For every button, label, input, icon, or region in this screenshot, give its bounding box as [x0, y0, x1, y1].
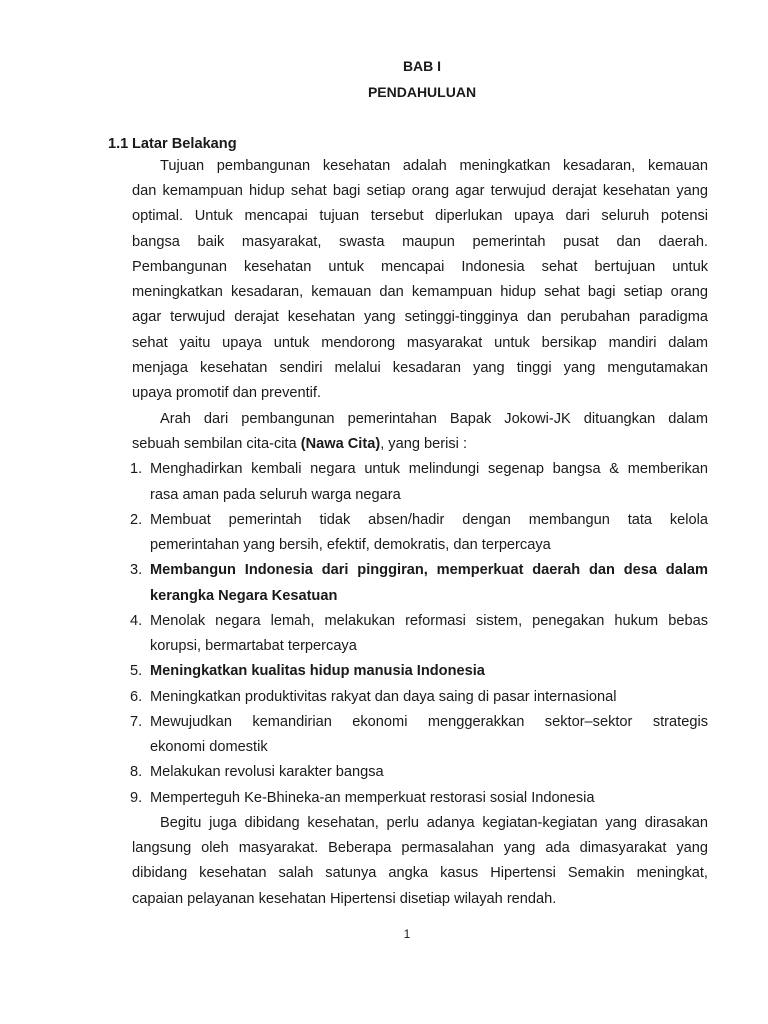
chapter-title: PENDAHULUAN — [367, 84, 477, 100]
list-item-line: kerangka Negara Kesatuan — [150, 588, 338, 604]
para1-line: Tujuan pembangunan kesehatan adalah meningkatkan kesadaran, kemauan — [160, 158, 708, 174]
para1-line: dan kemampuan hidup sehat bagi setiap orang agar terwujud derajat kesehatan yang — [132, 183, 708, 199]
list-item-line: Mewujudkan kemandirian ekonomi menggerakkan sektor–sektor strategis — [150, 714, 708, 730]
list-number: 2. — [130, 512, 143, 528]
para2-text: , yang berisi : — [380, 436, 467, 452]
list-number: 3. — [130, 562, 143, 578]
list-item-line: Melakukan revolusi karakter bangsa — [150, 764, 384, 780]
list-item-line: Menolak negara lemah, melakukan reformasi sistem, penegakan hukum bebas — [150, 613, 708, 629]
para2-text: sebuah sembilan cita-cita — [132, 436, 301, 452]
section-number: 1.1 — [108, 136, 129, 152]
para3-line: Begitu juga dibidang kesehatan, perlu adanya kegiatan-kegiatan yang dirasakan — [160, 815, 708, 831]
list-item-line: Membuat pemerintah tidak absen/hadir dengan membangun tata kelola — [150, 512, 708, 528]
list-number: 8. — [130, 764, 143, 780]
para3-line: langsung oleh masyarakat. Beberapa permasalahan yang ada dimasyarakat yang — [132, 840, 708, 856]
list-item-line: Meningkatkan kualitas hidup manusia Indonesia — [150, 663, 485, 679]
list-number: 5. — [130, 663, 143, 679]
list-item-line: pemerintahan yang bersih, efektif, demokratis, dan terpercaya — [150, 537, 551, 553]
para1-line: sehat yaitu upaya untuk mendorong masyarakat untuk bersikap mandiri dalam — [132, 335, 708, 351]
list-item-line: Meningkatkan produktivitas rakyat dan daya saing di pasar internasional — [150, 689, 617, 705]
para3-line: dibidang kesehatan salah satunya angka kasus Hipertensi Semakin meningkat, — [132, 865, 708, 881]
para2-line: Arah dari pembangunan pemerintahan Bapak Jokowi-JK dituangkan dalam — [160, 411, 708, 427]
para1-line: agar terwujud derajat kesehatan yang setinggi-tingginya dan perubahan paradigma — [132, 309, 708, 325]
para2-line — [132, 435, 467, 453]
list-item-line: ekonomi domestik — [150, 739, 268, 755]
nawa-cita-term: (Nawa Cita) — [300, 436, 381, 452]
page-number: 1 — [403, 927, 411, 941]
para1-line: upaya promotif dan preventif. — [132, 385, 322, 401]
para1-line: optimal. Untuk mencapai tujuan tersebut diperlukan upaya dari seluruh potensi — [132, 208, 708, 224]
list-number: 1. — [130, 461, 143, 477]
chapter-label: BAB I — [402, 58, 442, 74]
list-item-line: Menghadirkan kembali negara untuk melindungi segenap bangsa & memberikan — [150, 461, 708, 477]
section-title: Latar Belakang — [132, 136, 237, 152]
list-item-line: korupsi, bermartabat terpercaya — [150, 638, 357, 654]
list-item-line: Memperteguh Ke-Bhineka-an memperkuat restorasi sosial Indonesia — [150, 790, 595, 806]
list-item-line: Membangun Indonesia dari pinggiran, memperkuat daerah dan desa dalam — [150, 562, 708, 578]
list-item-line: rasa aman pada seluruh warga negara — [150, 487, 401, 503]
para3-line: capaian pelayanan kesehatan Hipertensi disetiap wilayah rendah. — [132, 891, 557, 907]
para1-line: bangsa baik masyarakat, swasta maupun pemerintah pusat dan daerah. — [132, 234, 708, 250]
list-number: 9. — [130, 790, 143, 806]
para1-line: menjaga kesehatan sendiri melalui kesadaran yang tinggi yang mengutamakan — [132, 360, 708, 376]
para1-line: Pembangunan kesehatan untuk mencapai Indonesia sehat bertujuan untuk — [132, 259, 708, 275]
para1-line: meningkatkan kesadaran, kemauan dan kemampuan hidup sehat bagi setiap orang — [132, 284, 708, 300]
list-number: 4. — [130, 613, 143, 629]
list-number: 7. — [130, 714, 143, 730]
list-number: 6. — [130, 689, 143, 705]
